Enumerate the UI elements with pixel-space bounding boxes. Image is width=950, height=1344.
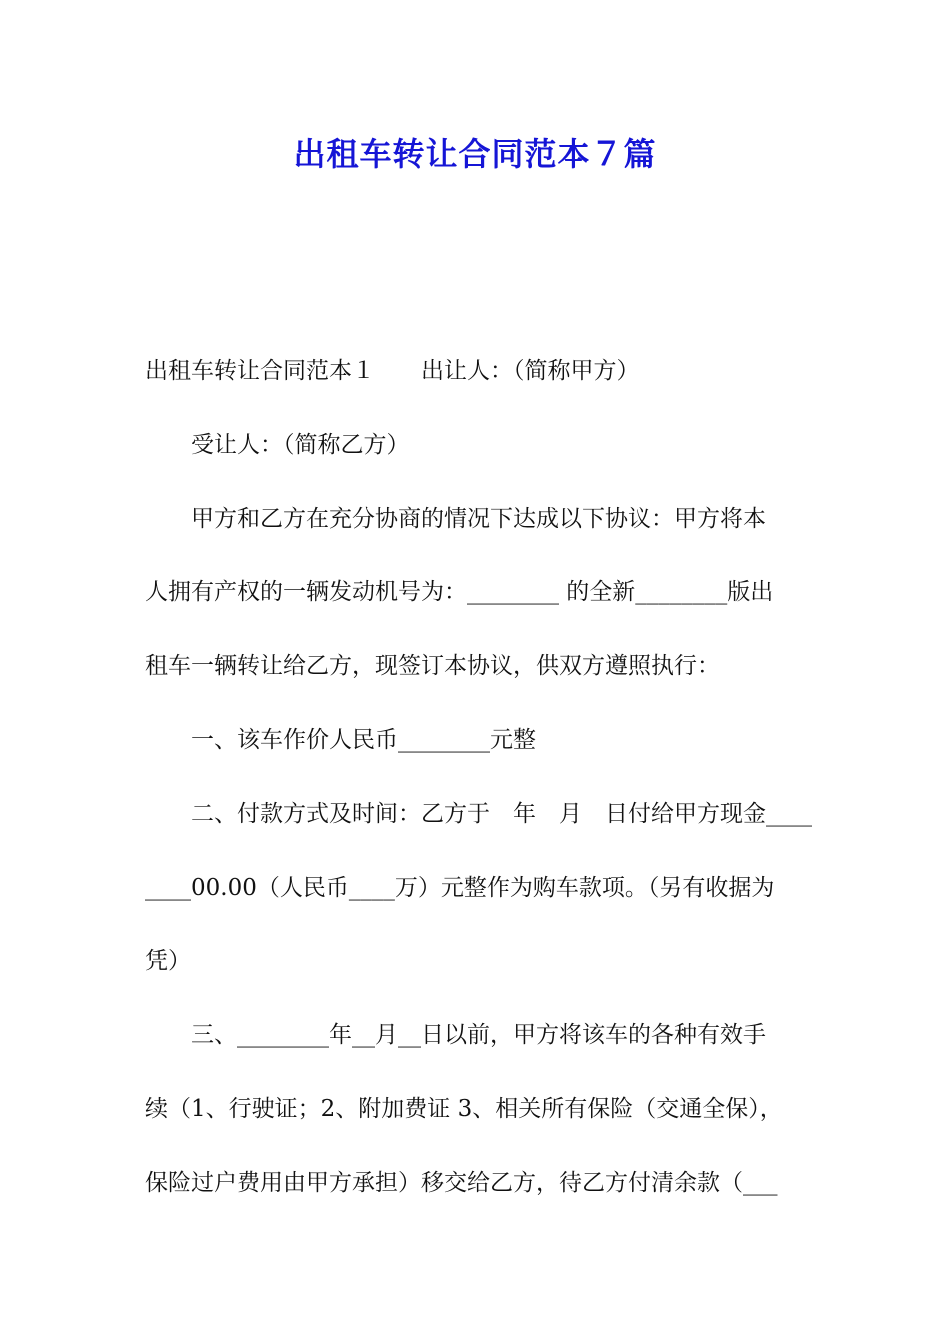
body-line: 二、付款方式及时间：乙方于 年 月 日付给甲方现金____ [145, 800, 812, 827]
body-line: 人拥有产权的一辆发动机号为：________ 的全新________版出 [145, 579, 774, 606]
body-line: 一、该车作价人民币________元整 [145, 726, 536, 753]
body-line: 受让人：（简称乙方） [145, 431, 410, 458]
body-line: 出租车转让合同范本１ 出让人：（简称甲方） [145, 358, 640, 384]
body-line: 甲方和乙方在充分协商的情况下达成以下协议：甲方将本 [145, 505, 766, 532]
body-line: 保险过户费用由甲方承担）移交给乙方，待乙方付清余款（___ [145, 1169, 778, 1196]
body-line: 凭） [145, 948, 191, 975]
body-line: ____00.00（人民币____万）元整作为购车款项。（另有收据为 [145, 874, 775, 901]
body-line: 续（1、行驶证；2、附加费证 3、相关所有保险（交通全保）， [145, 1095, 783, 1122]
document-title: 出租车转让合同范本７篇 [293, 135, 657, 173]
body-line: 三、________年__月__日以前，甲方将该车的各种有效手 [145, 1022, 766, 1049]
document-body [145, 335, 810, 1221]
body-line: 租车一辆转让给乙方，现签订本协议，供双方遵照执行： [145, 653, 720, 680]
